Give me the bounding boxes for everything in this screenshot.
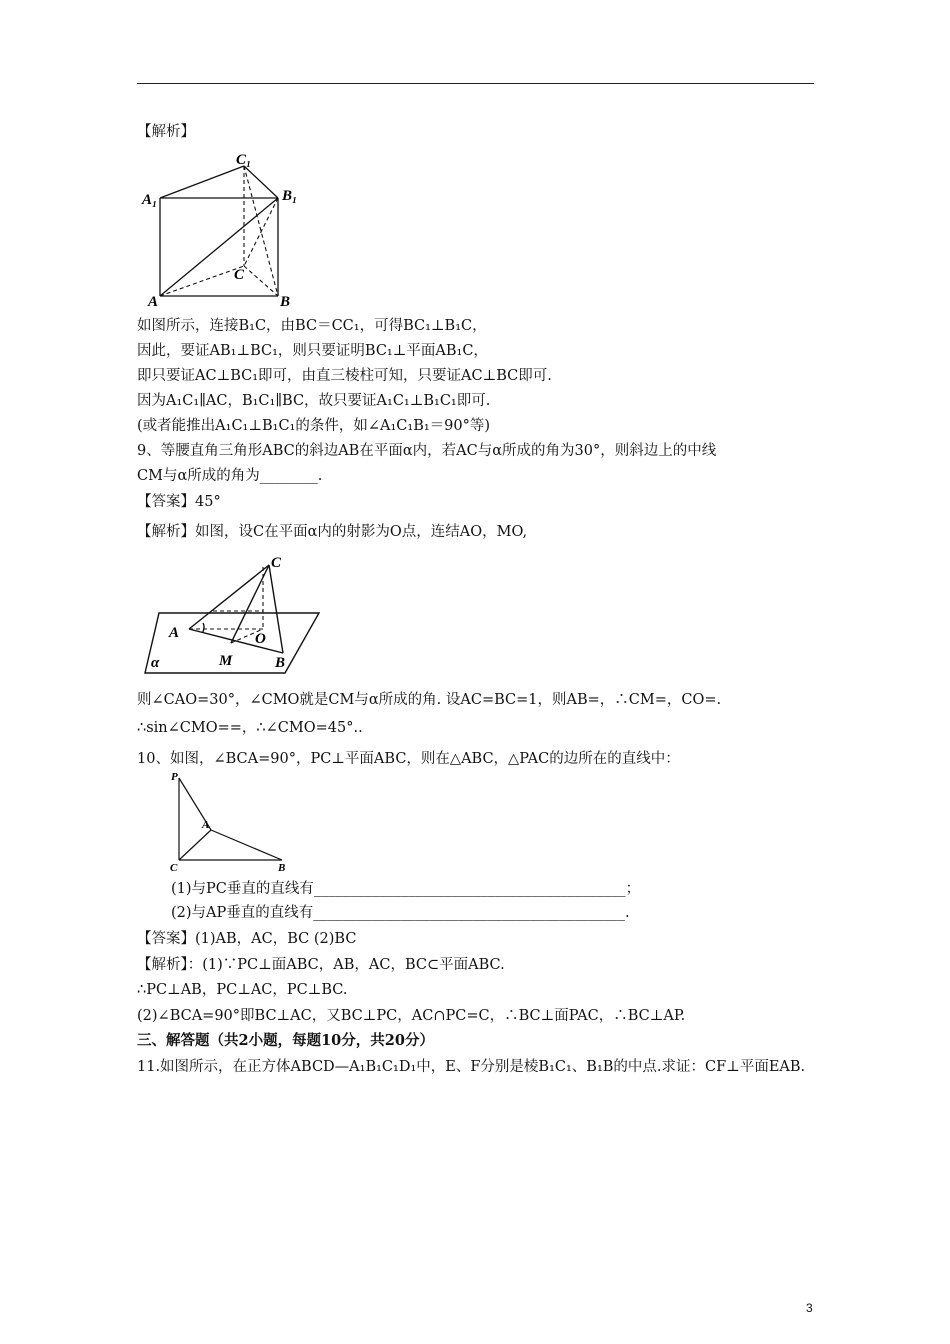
text-line: CM与α所成的角为________.: [137, 468, 323, 484]
label-C: C: [170, 862, 178, 874]
header-rule: [137, 83, 814, 84]
answer-9: 【答案】45°: [137, 494, 221, 510]
answer-10: 【答案】(1)AB，AC，BC (2)BC: [137, 931, 357, 947]
text-line: 【解析】: [137, 124, 195, 140]
label-C1: C₁: [236, 152, 252, 168]
page-number: 3: [806, 1301, 813, 1315]
text-line: (1)与PC垂直的直线有___________________________________________；: [171, 881, 641, 897]
text-line: 即只要证AC⊥BC₁即可，由直三棱柱可知，只要证AC⊥BC即可.: [137, 368, 552, 384]
text-line: 则∠CAO=30°，∠CMO就是CM与α所成的角. 设AC=BC=1，则AB=，∴CM=，CO=.: [137, 692, 722, 708]
text-line: 【解析】：(1)∵PC⊥面ABC，AB，AC，BC⊂平面ABC.: [137, 957, 505, 973]
text-line: (或者能推出A₁C₁⊥B₁C₁的条件，如∠A₁C₁B₁＝90°等): [137, 418, 491, 434]
tetrahedron-figure: [166, 770, 296, 878]
text-line: ∴PC⊥AB，PC⊥AC，PC⊥BC.: [137, 982, 348, 998]
label-B1: B₁: [282, 188, 298, 204]
text-line: 【解析】如图，设C在平面α内的射影为O点，连结AO，MO,: [137, 524, 528, 540]
label-C: C: [271, 555, 282, 571]
prism-figure: [140, 148, 310, 314]
text-line: 因此，要证AB₁⊥BC₁，则只要证明BC₁⊥平面AB₁C，: [137, 343, 488, 359]
label-C: C: [234, 267, 245, 283]
label-B: B: [275, 655, 286, 671]
text-line: 因为A₁C₁∥AC，B₁C₁∥BC，故只要证A₁C₁⊥B₁C₁即可.: [137, 393, 491, 409]
label-A: A: [169, 625, 180, 641]
label-M: M: [219, 653, 233, 669]
question-11: 11.如图所示，在正方体ABCD—A₁B₁C₁D₁中，E、F分别是棱B₁C₁、B₁B的中点.求证：CF⊥平面EAB.: [137, 1059, 806, 1075]
text-line: ∴sin∠CMO==，∴∠CMO=45°..: [137, 720, 363, 736]
label-alpha: α: [151, 655, 160, 671]
label-A: A: [148, 294, 159, 310]
label-O: O: [255, 631, 266, 647]
label-B: B: [278, 862, 286, 874]
question-9: 9、等腰直角三角形ABC的斜边AB在平面α内，若AC与α所成的角为30°，则斜边上的中线: [137, 443, 717, 459]
text-line: (2)与AP垂直的直线有___________________________________________.: [171, 905, 630, 921]
section-heading: 三、解答题（共2小题，每题10分，共20分）: [137, 1032, 434, 1049]
text-line: 如图所示，连接B₁C，由BC＝CC₁，可得BC₁⊥B₁C，: [137, 318, 487, 334]
text-line: (2)∠BCA=90°即BC⊥AC，又BC⊥PC，AC∩PC=C，∴BC⊥面PAC，∴BC⊥AP.: [137, 1008, 686, 1024]
label-A1: A₁: [142, 192, 158, 208]
label-A: A: [202, 819, 210, 831]
plane-triangle-figure: [143, 553, 333, 681]
question-10: 10、如图，∠BCA=90°，PC⊥平面ABC，则在△ABC，△PAC的边所在的直线中：: [137, 751, 680, 767]
label-P: P: [171, 771, 178, 783]
label-B: B: [280, 294, 291, 310]
